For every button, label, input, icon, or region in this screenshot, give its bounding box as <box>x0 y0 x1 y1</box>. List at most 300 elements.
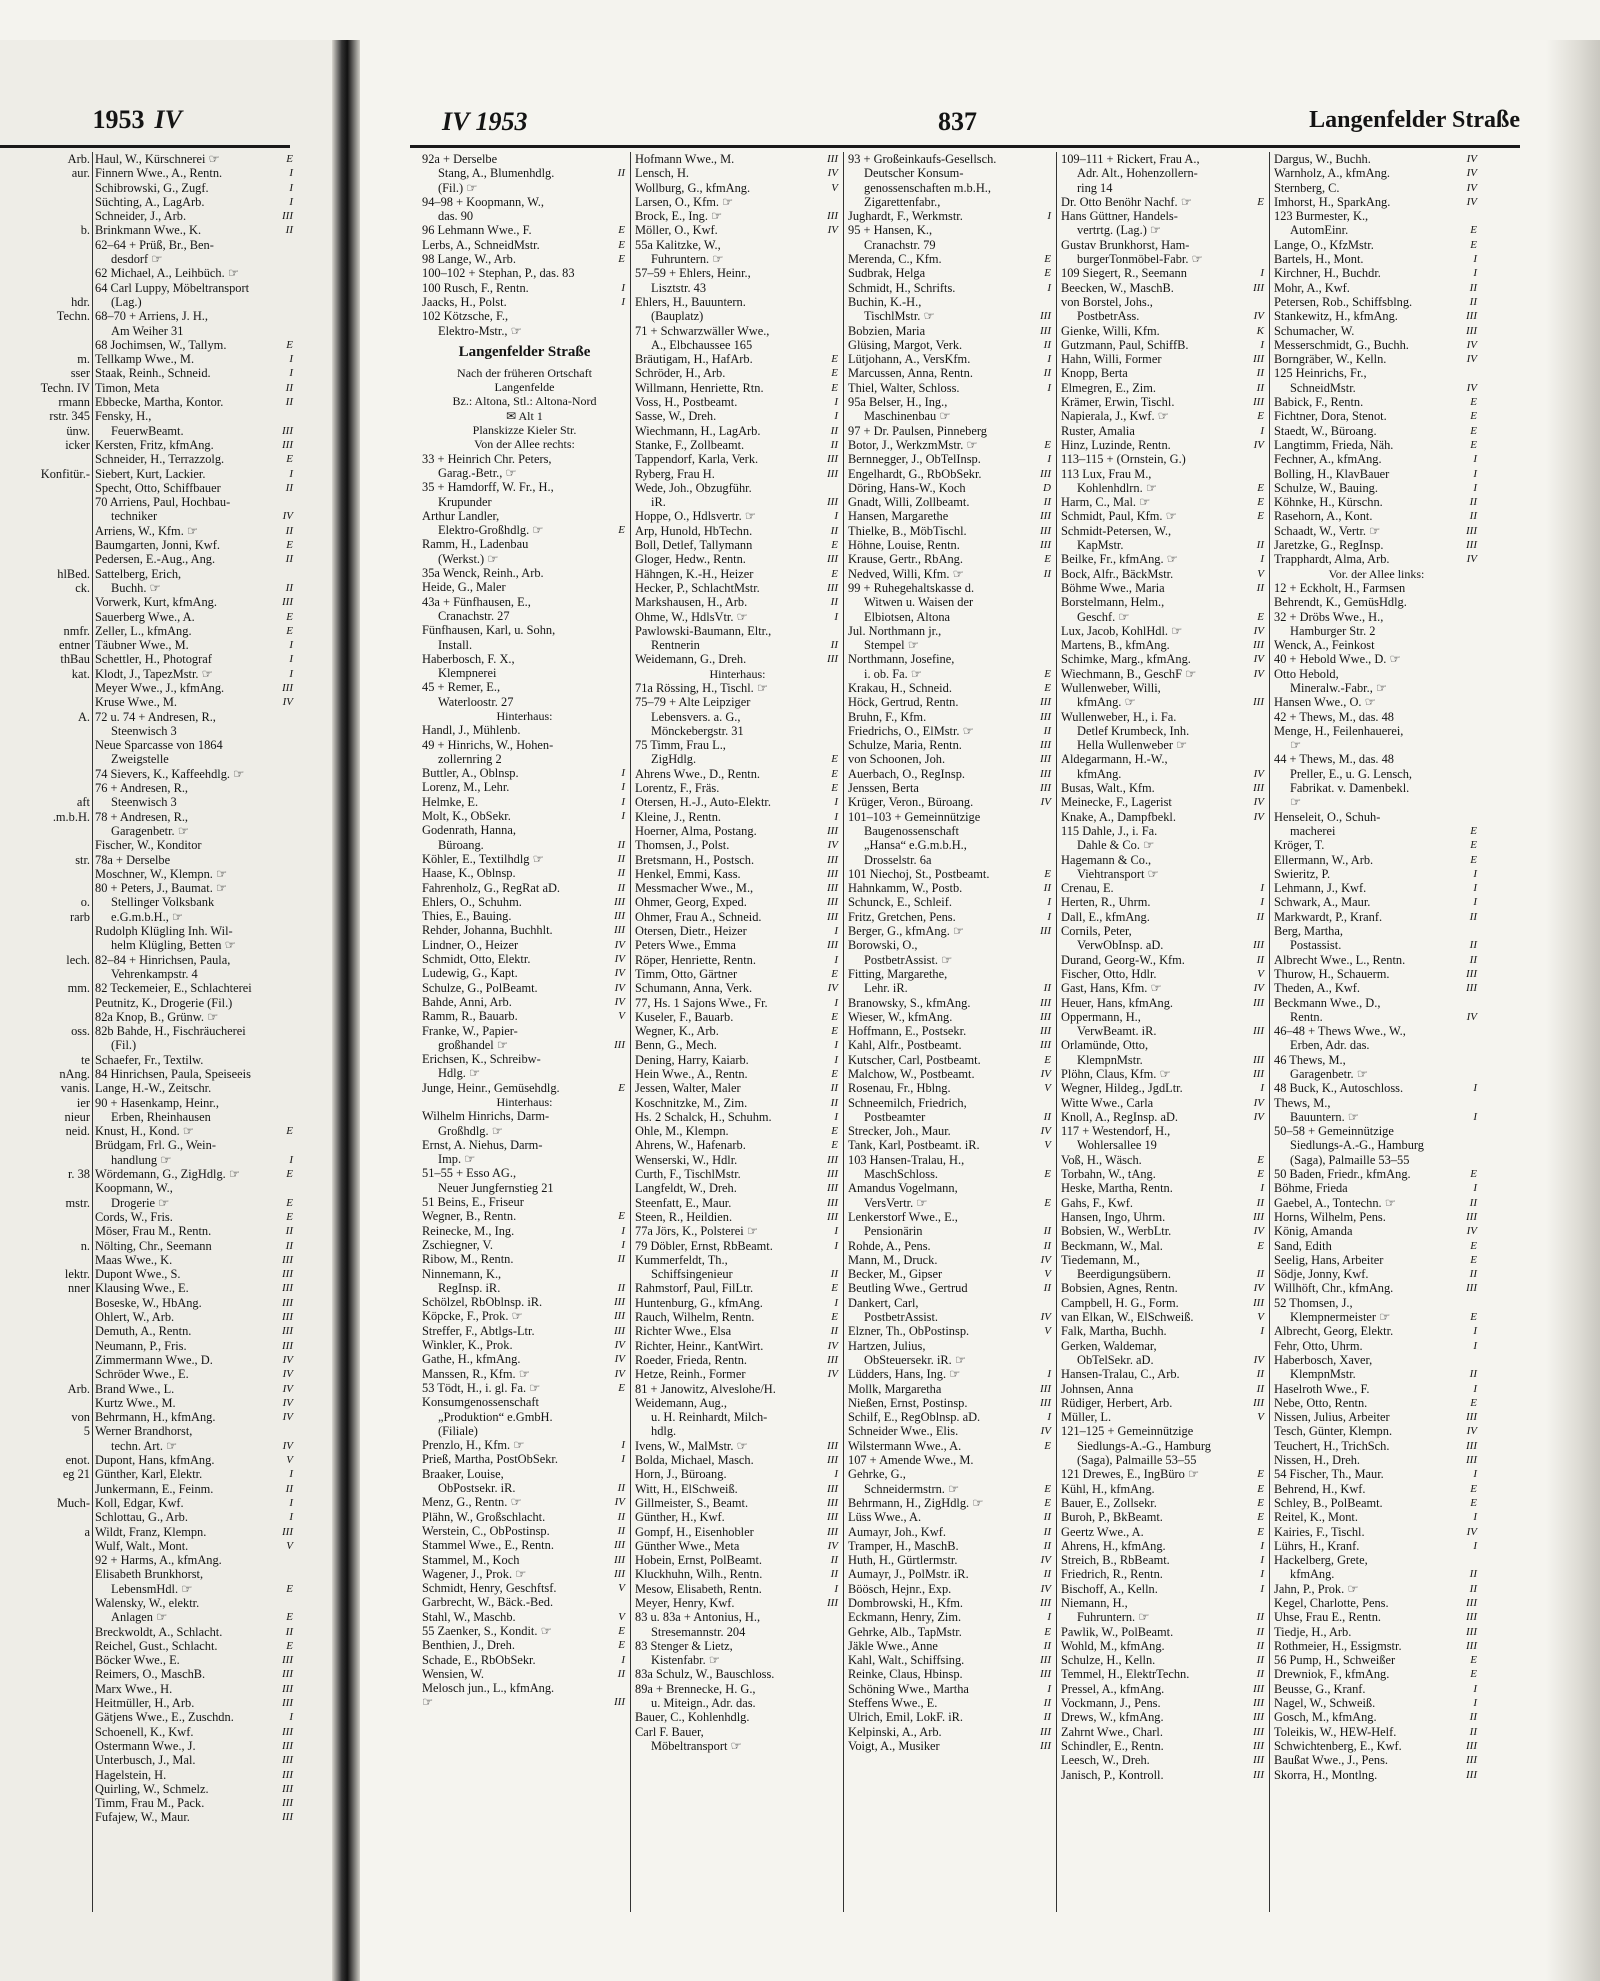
entry-text: Büroang. <box>438 837 484 852</box>
directory-entry <box>1274 1324 1479 1338</box>
entry-text: Kahl, Alfr., Postbeamt. <box>848 1038 962 1053</box>
directory-entry <box>422 752 627 766</box>
directory-entry <box>848 767 1053 781</box>
entry-text: Kuseler, F., Bauarb. <box>635 1009 734 1024</box>
cropped-entry-fragment <box>0 1010 90 1024</box>
entry-text: 43a + Fünfhausen, E., <box>422 594 531 609</box>
entry-text: 109 Siegert, R., Seemann <box>1061 266 1187 281</box>
floor-marker: II <box>1469 1368 1477 1381</box>
entry-text: Thews, M., <box>1274 1095 1331 1110</box>
directory-entry <box>848 724 1053 738</box>
entry-text: Brock, E., Ing. ☞ <box>635 209 723 224</box>
cropped-entry-fragment <box>0 552 90 566</box>
entry-text: Süchting, A., LagArb. <box>95 194 205 209</box>
entry-text: 35a Wenck, Reinh., Arb. <box>422 566 544 581</box>
cropped-entry-fragment: nner <box>67 1281 90 1296</box>
entry-text: Helmke, E. <box>422 794 479 809</box>
directory-entry <box>1061 1210 1266 1224</box>
floor-marker: E <box>286 539 293 552</box>
floor-marker: I <box>1260 553 1264 566</box>
entry-text: 49 + Hinrichs, W., Hohen- <box>422 737 554 752</box>
floor-marker: II <box>285 1625 293 1638</box>
entry-text: Stahl, W., Maschb. <box>422 1609 516 1624</box>
entry-text: Baumgarten, Jonni, Kwf. <box>95 538 220 553</box>
entry-text: Schröder Wwe., E. <box>95 1367 189 1382</box>
entry-text: Langenfelde <box>494 380 555 395</box>
directory-entry <box>635 724 840 738</box>
entry-text: Finnern Wwe., A., Rentn. <box>95 166 223 181</box>
floor-marker: E <box>1470 1496 1477 1509</box>
floor-marker: II <box>285 1482 293 1495</box>
directory-entry <box>1274 252 1479 266</box>
entry-text: Günther, H., Kwf. <box>635 1510 725 1525</box>
floor-marker: E <box>618 238 625 251</box>
floor-marker: III <box>282 1725 293 1738</box>
floor-marker: III <box>282 1525 293 1538</box>
entry-text: AutomEinr. <box>1290 223 1349 238</box>
directory-entry <box>1061 1667 1266 1681</box>
floor-marker: II <box>830 1268 838 1281</box>
entry-text: Drogerie ☞ <box>111 1195 170 1210</box>
floor-marker: I <box>834 1225 838 1238</box>
entry-text: Kühl, H., kfmAng. <box>1061 1481 1155 1496</box>
entry-text: 77, Hs. 1 Sajons Wwe., Fr. <box>635 995 768 1010</box>
directory-entry <box>635 1653 840 1667</box>
directory-entry <box>1274 1625 1479 1639</box>
directory-entry <box>1274 1667 1479 1681</box>
entry-text: Albrecht Wwe., L., Rentn. <box>1274 952 1406 967</box>
directory-entry <box>635 1667 840 1681</box>
entry-text: Heuer, Hans, kfmAng. <box>1061 995 1174 1010</box>
entry-text: Knoll, A., RegInsp. aD. <box>1061 1109 1179 1124</box>
entry-text: Ramm, R., Bauarb. <box>422 1009 518 1024</box>
floor-marker: III <box>282 1325 293 1338</box>
entry-text: 33 + Heinrich Chr. Peters, <box>422 451 552 466</box>
directory-entry <box>848 223 1053 237</box>
directory-entry <box>635 938 840 952</box>
directory-entry <box>1061 538 1266 552</box>
entry-text: Ribow, M., Rentn. <box>422 1252 514 1267</box>
entry-text: Molt, K., ObSekr. <box>422 809 511 824</box>
directory-entry <box>848 1167 1053 1181</box>
floor-marker: II <box>1256 367 1264 380</box>
directory-entry <box>848 1339 1053 1353</box>
directory-entry <box>95 1181 295 1195</box>
directory-entry <box>422 1324 627 1338</box>
directory-entry <box>635 1382 840 1396</box>
directory-entry <box>1061 981 1266 995</box>
entry-text: Schneemilch, Friedrich, <box>848 1095 967 1110</box>
entry-text: Gienke, Willi, Kfm. <box>1061 323 1160 338</box>
directory-entry <box>1274 1553 1479 1567</box>
entry-text: Großhdlg. ☞ <box>438 1123 503 1138</box>
floor-marker: I <box>289 1511 293 1524</box>
directory-entry <box>635 810 840 824</box>
entry-text: Brinkmann Wwe., K. <box>95 223 202 238</box>
entry-text: Weidemann, Aug., <box>635 1395 727 1410</box>
floor-marker: III <box>827 581 838 594</box>
directory-entry <box>635 324 840 338</box>
directory-entry <box>422 1624 627 1638</box>
directory-entry <box>95 1138 295 1152</box>
entry-text: Messmacher Wwe., M., <box>635 881 754 896</box>
entry-text: Pawlik, W., PolBeamt. <box>1061 1624 1174 1639</box>
directory-column-3 <box>848 152 1053 1912</box>
directory-entry <box>1274 1682 1479 1696</box>
floor-marker: II <box>285 396 293 409</box>
floor-marker: III <box>282 438 293 451</box>
floor-marker: IV <box>1466 338 1477 351</box>
floor-marker: III <box>614 895 625 908</box>
cropped-entry-fragment <box>0 1339 90 1353</box>
floor-marker: IV <box>1040 1425 1051 1438</box>
directory-entry <box>1061 1096 1266 1110</box>
directory-entry <box>1274 1710 1479 1724</box>
directory-entry <box>95 152 295 166</box>
entry-text: Ramm, H., Ladenbau <box>422 537 529 552</box>
directory-entry <box>848 1067 1053 1081</box>
directory-entry <box>635 1482 840 1496</box>
directory-entry <box>95 1610 295 1624</box>
entry-text: Döring, Hans-W., Koch <box>848 480 966 495</box>
entry-text: Menge, H., Feilenhauerei, <box>1274 723 1404 738</box>
entry-text: Harm, C., Mal. ☞ <box>1061 495 1151 510</box>
entry-text: Tank, Karl, Postbeamt. iR. <box>848 1138 980 1153</box>
cropped-entry-fragment <box>0 1353 90 1367</box>
entry-text: (Bauplatz) <box>651 309 704 324</box>
directory-entry <box>848 452 1053 466</box>
section-note <box>635 667 840 681</box>
floor-marker: I <box>621 1224 625 1237</box>
directory-entry <box>422 1681 627 1695</box>
directory-entry <box>635 681 840 695</box>
entry-text: Swieritz, P. <box>1274 866 1331 881</box>
directory-entry <box>848 395 1053 409</box>
floor-marker: IV <box>614 1353 625 1366</box>
entry-text: Gerken, Waldemar, <box>1061 1338 1157 1353</box>
directory-entry <box>1061 1010 1266 1024</box>
entry-text: Engelhardt, G., RbObSekr. <box>848 466 982 481</box>
entry-text: Behrmann, H., ZigHdlg. ☞ <box>848 1495 984 1510</box>
directory-entry <box>95 1196 295 1210</box>
directory-entry <box>95 1768 295 1782</box>
directory-entry <box>422 623 627 637</box>
directory-entry <box>635 395 840 409</box>
entry-text: Neumann, P., Fris. <box>95 1338 187 1353</box>
floor-marker: II <box>1469 281 1477 294</box>
directory-entry <box>848 509 1053 523</box>
floor-marker: IV <box>282 1353 293 1366</box>
directory-entry <box>1061 1753 1266 1767</box>
cropped-entry-fragment: nmfr. <box>63 623 90 638</box>
directory-entry <box>635 1296 840 1310</box>
entry-text: Möller, O., Kwf. <box>635 223 718 238</box>
entry-text: Ellermann, W., Arb. <box>1274 852 1374 867</box>
entry-text: Pawlowski-Baumann, Eltr., <box>635 623 772 638</box>
entry-text: Jahn, P., Prok. ☞ <box>1274 1581 1359 1596</box>
floor-marker: III <box>1040 1025 1051 1038</box>
entry-text: 82a Knop, B., Grünw. ☞ <box>95 1009 219 1024</box>
floor-marker: E <box>1257 610 1264 623</box>
floor-marker: III <box>827 1210 838 1223</box>
entry-text: Schade, E., RbObSekr. <box>422 1652 536 1667</box>
entry-text: Schwark, A., Maur. <box>1274 895 1371 910</box>
directory-entry <box>1061 409 1266 423</box>
floor-marker: E <box>1257 1482 1264 1495</box>
directory-entry <box>1061 1639 1266 1653</box>
entry-text: Koopmann, W., <box>95 1181 173 1196</box>
floor-marker: E <box>286 1196 293 1209</box>
directory-entry <box>848 595 1053 609</box>
floor-marker: III <box>1253 996 1264 1009</box>
entry-text: Jaretzke, G., RegInsp. <box>1274 538 1384 553</box>
floor-marker: III <box>1040 1596 1051 1609</box>
floor-marker: E <box>618 1639 625 1652</box>
directory-entry <box>635 1453 840 1467</box>
entry-text: Ludewig, G., Kapt. <box>422 966 518 981</box>
floor-marker: E <box>831 1282 838 1295</box>
directory-entry <box>95 1525 295 1539</box>
entry-text: Zigarettenfabr., <box>864 194 941 209</box>
directory-entry <box>95 1024 295 1038</box>
directory-entry <box>1061 567 1266 581</box>
entry-text: 72 u. 74 + Andresen, R., <box>95 709 216 724</box>
floor-marker: I <box>289 353 293 366</box>
entry-text: Braaker, Louise, <box>422 1466 504 1481</box>
entry-text: Witt, H., ElSchweiß. <box>635 1481 738 1496</box>
directory-entry <box>635 581 840 595</box>
directory-entry <box>95 1310 295 1324</box>
entry-text: Huth, H., Gürtlermstr. <box>848 1553 958 1568</box>
entry-text: helm Klügling, Betten ☞ <box>111 938 236 953</box>
entry-text: Maschinenbau ☞ <box>864 409 951 424</box>
directory-entry <box>1061 1710 1266 1724</box>
entry-text: Kluckhuhn, Wilh., Rentn. <box>635 1567 763 1582</box>
entry-text: Mann, M., Druck. <box>848 1252 938 1267</box>
directory-entry <box>422 1653 627 1667</box>
directory-entry <box>1274 1124 1479 1138</box>
entry-text: Buchin, K.-H., <box>848 294 922 309</box>
directory-entry <box>635 352 840 366</box>
floor-marker: I <box>1260 882 1264 895</box>
floor-marker: III <box>282 1668 293 1681</box>
entry-text: Gompf, H., Eisenhobler <box>635 1524 754 1539</box>
directory-entry <box>848 1610 1053 1624</box>
floor-marker: II <box>1256 1382 1264 1395</box>
floor-marker: V <box>1257 1311 1264 1324</box>
directory-entry <box>635 409 840 423</box>
entry-text: Janisch, P., Kontroll. <box>1061 1767 1164 1782</box>
floor-marker: III <box>827 1511 838 1524</box>
directory-entry <box>635 467 840 481</box>
floor-marker: E <box>1470 1239 1477 1252</box>
entry-text: Northmann, Josefine, <box>848 652 955 667</box>
entry-text: Pensionärin <box>864 1224 923 1239</box>
directory-entry <box>635 152 840 166</box>
cropped-entry-fragment: aft <box>76 795 90 810</box>
entry-text: u. H. Reinhardt, Milch- <box>651 1410 768 1425</box>
floor-marker: II <box>1043 1282 1051 1295</box>
directory-entry <box>1061 281 1266 295</box>
directory-entry <box>848 1553 1053 1567</box>
cropped-entry-fragment <box>0 1324 90 1338</box>
entry-text: Hans Güttner, Handels- <box>1061 209 1178 224</box>
directory-entry <box>1274 552 1479 566</box>
entry-text: KlempnMstr. <box>1290 1367 1356 1382</box>
entry-text: 50 Baden, Friedr., kfmAng. <box>1274 1167 1411 1182</box>
entry-text: Henkel, Emmi, Kass. <box>635 866 741 881</box>
entry-text: Brand Wwe., L. <box>95 1381 175 1396</box>
directory-entry <box>848 1081 1053 1095</box>
cropped-entry-fragment: b. <box>80 223 90 238</box>
cropped-entry-fragment: kat. <box>71 666 90 681</box>
directory-entry <box>1274 1567 1479 1581</box>
cropped-entry-fragment <box>0 266 90 280</box>
entry-text: Ebbecke, Martha, Kontor. <box>95 395 224 410</box>
entry-text: 94–98 + Koopmann, W., <box>422 194 544 209</box>
floor-marker: I <box>1473 1182 1477 1195</box>
directory-entry <box>848 652 1053 666</box>
directory-entry <box>95 452 295 466</box>
entry-text: 75–79 + Alte Leipziger <box>635 695 751 710</box>
entry-text: Gustav Brunkhorst, Ham- <box>1061 237 1190 252</box>
cropped-entry-fragment: nAng. <box>59 1067 90 1081</box>
floor-marker: E <box>618 224 625 237</box>
entry-text: Böhme, Frieda <box>1274 1181 1348 1196</box>
entry-text: 92 + Harms, A., kfmAng. <box>95 1553 222 1568</box>
entry-text: Ivens, W., MalMstr. ☞ <box>635 1438 748 1453</box>
directory-entry <box>1274 938 1479 952</box>
floor-marker: I <box>289 1711 293 1724</box>
entry-text: Richter Wwe., Elsa <box>635 1324 732 1339</box>
floor-marker: IV <box>1040 1311 1051 1324</box>
floor-marker: IV <box>282 1382 293 1395</box>
cropped-entry-fragment <box>0 724 90 738</box>
directory-entry <box>422 1138 627 1152</box>
entry-text: Gaebel, A., Tontechn. ☞ <box>1274 1195 1396 1210</box>
entry-text: Hagelstein, H. <box>95 1767 167 1782</box>
floor-marker: I <box>1047 381 1051 394</box>
directory-entry <box>1274 1224 1479 1238</box>
entry-text: Ohle, M., Klempn. <box>635 1124 729 1139</box>
directory-entry <box>635 1439 840 1453</box>
directory-entry <box>95 238 295 252</box>
entry-text: Lux, Jacob, KohlHdl. ☞ <box>1061 623 1183 638</box>
entry-text: Bartels, H., Mont. <box>1274 252 1364 267</box>
floor-marker: E <box>1257 1496 1264 1509</box>
entry-text: TischlMstr. ☞ <box>864 309 935 324</box>
directory-entry <box>422 309 627 323</box>
entry-text: Koschnitzke, M., Zim. <box>635 1095 748 1110</box>
entry-text: ObPostsekr. iR. <box>438 1481 516 1496</box>
directory-entry <box>422 252 627 266</box>
floor-marker: I <box>1260 1568 1264 1581</box>
directory-entry <box>422 1667 627 1681</box>
cropped-entry-fragment <box>0 1396 90 1410</box>
entry-text: 109–111 + Rickert, Frau A., <box>1061 152 1200 166</box>
directory-entry <box>848 1024 1053 1038</box>
directory-entry <box>1061 338 1266 352</box>
entry-text: Steen, R., Heildien. <box>635 1209 733 1224</box>
directory-entry <box>1061 252 1266 266</box>
entry-text: Reinecke, M., Ing. <box>422 1223 515 1238</box>
entry-text: Adr. Alt., Hohenzollern- <box>1077 166 1198 181</box>
entry-text: 32 + Dröbs Wwe., H., <box>1274 609 1384 624</box>
entry-text: Crenau, E. <box>1061 881 1114 896</box>
floor-marker: II <box>617 1482 625 1495</box>
entry-text: Niemann, H., <box>1061 1595 1128 1610</box>
entry-text: Campbell, H. G., Form. <box>1061 1295 1179 1310</box>
directory-entry <box>95 967 295 981</box>
directory-entry <box>848 181 1053 195</box>
entry-text: Reinke, Claus, Hbinsp. <box>848 1667 963 1682</box>
directory-entry <box>422 552 627 566</box>
entry-text: Krämer, Erwin, Tischl. <box>1061 395 1175 410</box>
floor-marker: E <box>831 1311 838 1324</box>
entry-text: Dupont Wwe., S. <box>95 1267 181 1282</box>
directory-entry <box>1061 610 1266 624</box>
directory-entry <box>95 953 295 967</box>
entry-text: Wilstermann Wwe., A. <box>848 1438 962 1453</box>
entry-text: Gloger, Hedw., Rentn. <box>635 552 746 567</box>
floor-marker: I <box>289 1153 293 1166</box>
floor-marker: V <box>1044 1082 1051 1095</box>
section-note <box>422 409 627 423</box>
entry-text: desdorf ☞ <box>111 252 163 267</box>
floor-marker: III <box>282 1768 293 1781</box>
cropped-entry-fragment: ier <box>76 1095 90 1110</box>
directory-entry <box>848 996 1053 1010</box>
left-page-header <box>93 105 182 135</box>
directory-entry <box>1274 1038 1479 1052</box>
entry-text: Knust, H., Kond. ☞ <box>95 1124 194 1139</box>
floor-marker: E <box>286 1582 293 1595</box>
directory-entry <box>95 438 295 452</box>
floor-marker: III <box>1253 696 1264 709</box>
floor-marker: V <box>286 1454 293 1467</box>
floor-marker: III <box>1466 1639 1477 1652</box>
entry-text: Roeder, Frieda, Rentn. <box>635 1352 748 1367</box>
directory-entry <box>848 881 1053 895</box>
directory-entry <box>848 238 1053 252</box>
entry-text: Thielke, B., MöbTischl. <box>848 523 967 538</box>
entry-text: Witwen u. Waisen der <box>864 595 974 610</box>
entry-text: 62 Michael, A., Leihbüch. ☞ <box>95 266 239 281</box>
entry-text: Tramper, H., MaschB. <box>848 1538 959 1553</box>
cropped-entry-fragment <box>0 495 90 509</box>
floor-marker: IV <box>282 1439 293 1452</box>
directory-entry <box>95 495 295 509</box>
entry-text: Orlamünde, Otto, <box>1061 1038 1149 1053</box>
floor-marker: III <box>1253 1068 1264 1080</box>
floor-marker: II <box>1256 1611 1264 1624</box>
floor-marker: IV <box>1040 1582 1051 1595</box>
floor-marker: III <box>1253 1711 1264 1724</box>
directory-entry <box>848 867 1053 881</box>
directory-entry <box>422 1367 627 1381</box>
directory-entry <box>1274 1239 1479 1253</box>
entry-text: Bock, Alfr., BäckMstr. <box>1061 566 1174 581</box>
directory-entry <box>422 209 627 223</box>
cropped-entry-fragment <box>0 1138 90 1152</box>
floor-marker: III <box>1040 310 1051 323</box>
directory-entry <box>635 610 840 624</box>
entry-text: Hofmann Wwe., M. <box>635 152 735 166</box>
entry-text: Nissen, Julius, Arbeiter <box>1274 1410 1390 1425</box>
entry-text: Heske, Martha, Rentn. <box>1061 1181 1173 1196</box>
floor-marker: IV <box>827 982 838 995</box>
floor-marker: III <box>282 596 293 609</box>
